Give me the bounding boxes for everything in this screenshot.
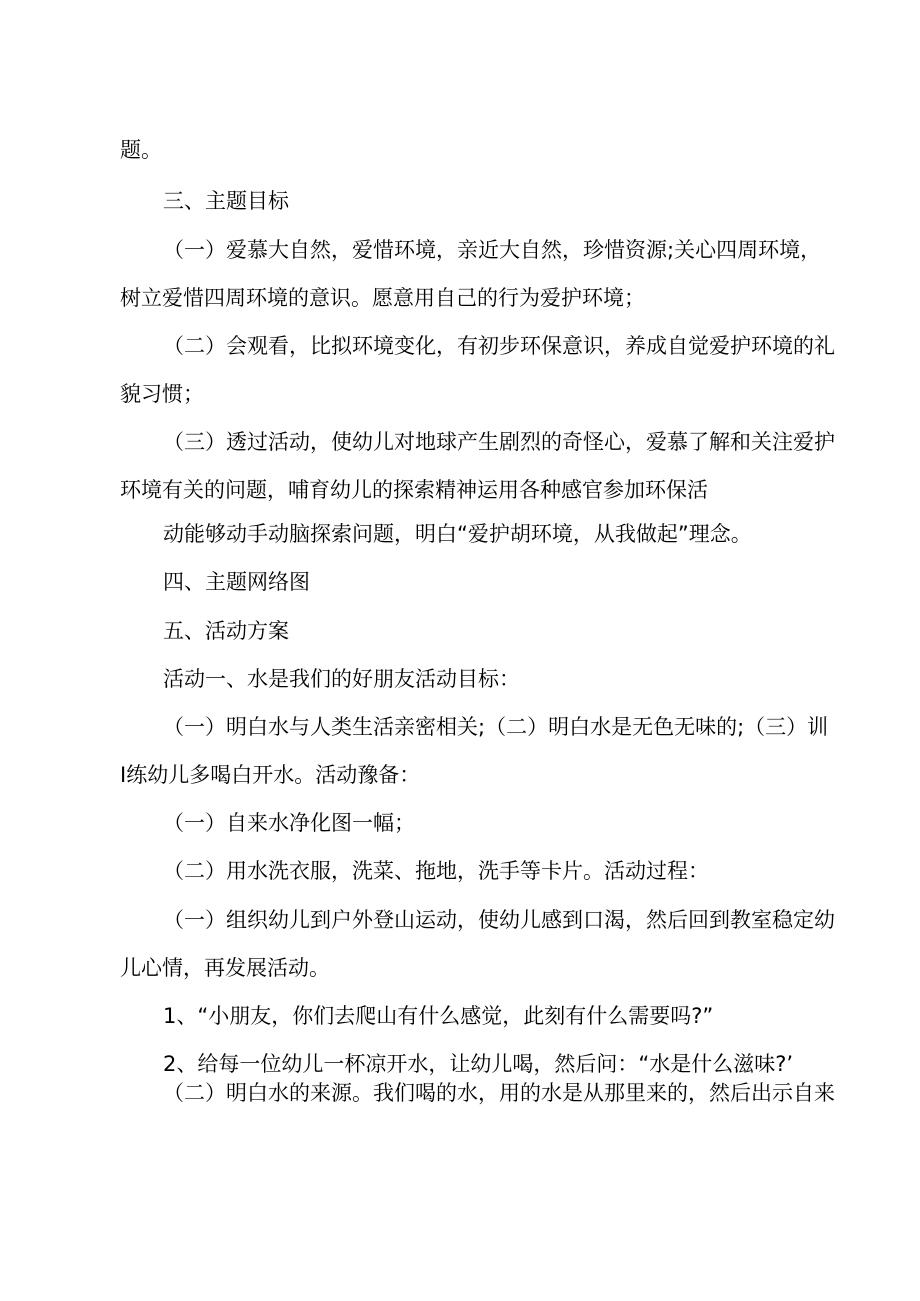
text-line-13: （一）明白水与人类生活亲密相关;（二）明白水是无色无味的;（三）训	[163, 715, 829, 739]
section-heading-network: 四、主题网络图	[163, 570, 310, 594]
section-heading-plan: 五、活动方案	[163, 619, 289, 643]
text-line-17: （一）组织幼儿到户外登山运动，使幼儿感到口渴，然后回到教室稳定幼	[163, 908, 835, 932]
text-line-8: 环境有关的问题，哺育幼儿的探索精神运用各种感官参加环保活	[120, 478, 708, 502]
text-line-1: 题。	[120, 138, 162, 162]
text-line-3: （一）爱慕大自然，爱惜环境，亲近大自然，珍惜资源;关心四周环境，	[163, 238, 822, 262]
section-heading-goals: 三、主题目标	[163, 189, 289, 213]
text-line-16: （二）用水洗衣服，洗菜、拖地，洗手等卡片。活动过程：	[163, 859, 709, 883]
text-line-9: 动能够动手动脑探索问题，明白“爱护胡环境，从我做起”理念。	[163, 522, 752, 546]
text-line-7: （三）透过活动，使幼儿对地球产生剧烈的奇怪心，爱慕了解和关注爱护	[163, 430, 835, 454]
text-line-18: 儿心情，再发展活动。	[120, 956, 330, 980]
text-line-6: 貌习惯；	[120, 382, 204, 406]
text-line-5: （二）会观看，比拟环境变化，有初步环保意识，养成自觉爱护环境的礼	[163, 334, 835, 358]
text-line-15: （一）自来水净化图一幅；	[163, 811, 415, 835]
text-line-4: 树立爱惜四周环境的意识。愿意用自己的行为爱护环境；	[120, 286, 645, 310]
text-line-20: 2、给每一位幼儿一杯凉开水，让幼儿喝，然后问：“水是什么滋味?’	[163, 1052, 794, 1076]
activity-title: 活动一、水是我们的好朋友活动目标：	[163, 667, 520, 691]
text-line-19: 1、“小朋友，你们去爬山有什么感觉，此刻有什么需要吗?”	[163, 1004, 714, 1028]
text-line-21: （二）明白水的来源。我们喝的水，用的水是从那里来的，然后出示自来	[163, 1081, 835, 1105]
text-line-14: I练幼儿多喝白开水。活动豫备：	[120, 763, 421, 787]
